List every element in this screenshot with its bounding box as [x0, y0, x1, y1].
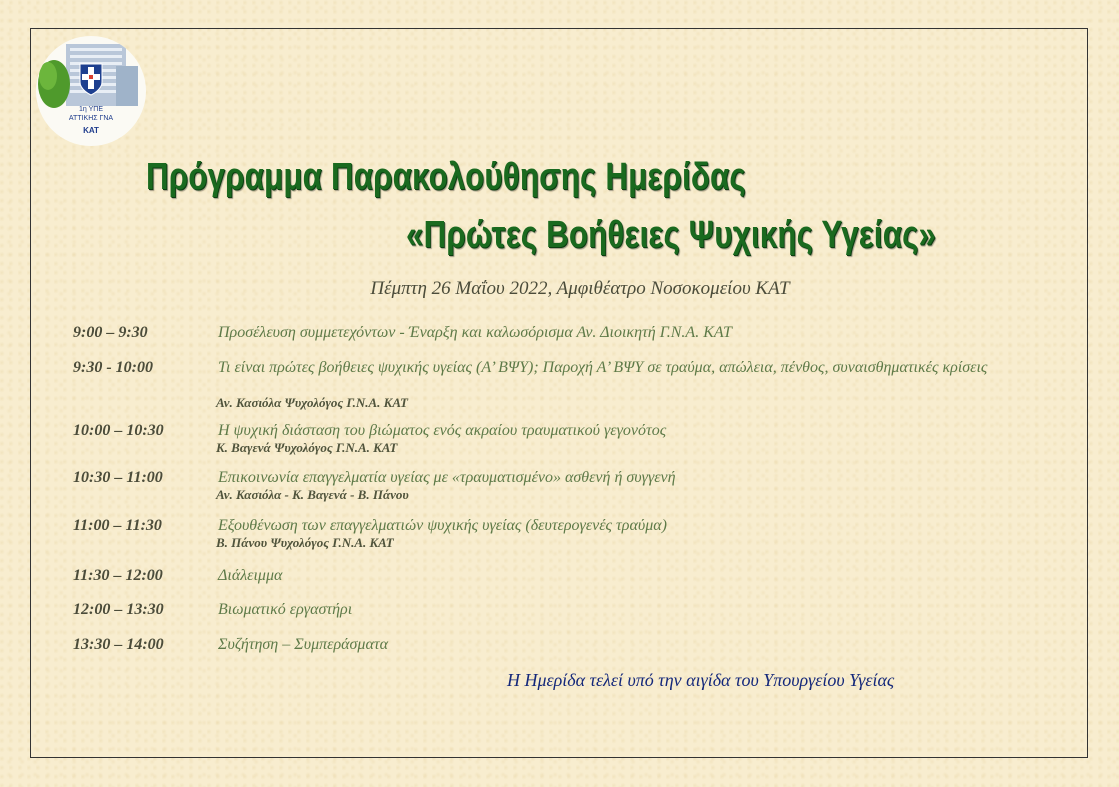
logo-text-region: 1η ΥΠΕ: [79, 106, 103, 113]
hospital-logo: [36, 36, 146, 146]
schedule-speaker: Αν. Κασιόλα Ψυχολόγος Γ.Ν.Α. ΚΑΤ: [216, 395, 408, 410]
schedule-description: Εξουθένωση των επαγγελματιών ψυχικής υγείας (δευτερογενές τραύμα): [218, 517, 667, 534]
schedule-time: 12:00 – 13:30: [73, 601, 164, 618]
schedule-description: Διάλειμμα: [218, 567, 283, 584]
schedule-time: 9:30 - 10:00: [73, 359, 153, 376]
schedule-time: 10:30 – 11:00: [73, 469, 163, 486]
schedule-time: 9:00 – 9:30: [73, 324, 148, 341]
schedule-description: Η ψυχική διάσταση του βιώματος ενός ακραίου τραυματικού γεγονότος: [218, 422, 667, 439]
auspices-note: Η Ημερίδα τελεί υπό την αιγίδα του Υπουργείου Υγείας: [507, 670, 895, 690]
schedule-description: Προσέλευση συμμετεχόντων - Έναρξη και καλωσόρισμα Αν. Διοικητή Γ.Ν.Α. ΚΑΤ: [218, 324, 732, 341]
schedule-description: Επικοινωνία επαγγελματία υγείας με «τραυματισμένο» ασθενή ή συγγενή: [218, 469, 676, 486]
schedule-speaker: Αν. Κασιόλα - Κ. Βαγενά - Β. Πάνου: [216, 487, 409, 502]
page-title-line2: «Πρώτες Βοήθειες Ψυχικής Υγείας»: [406, 214, 937, 256]
schedule-time: 13:30 – 14:00: [73, 636, 164, 653]
schedule-description: Τι είναι πρώτες βοήθειες ψυχικής υγείας (Α’ ΒΨΥ); Παροχή Α’ ΒΨΥ σε τραύμα, απώλεια, πένθος, συναισθηματικές κρίσεις: [218, 359, 988, 376]
schedule-description: Βιωματικό εργαστήρι: [218, 601, 353, 618]
schedule-description: Συζήτηση – Συμπεράσματα: [218, 636, 388, 653]
logo-text-hospital: ΑΤΤΙΚΗΣ ΓΝΑ: [68, 115, 114, 122]
schedule-time: 11:00 – 11:30: [73, 517, 162, 534]
schedule-speaker: Β. Πάνου Ψυχολόγος Γ.Ν.Α. ΚΑΤ: [216, 535, 394, 550]
event-date-venue: Πέμπτη 26 Μαΐου 2022, Αμφιθέατρο Νοσοκομείου ΚΑΤ: [370, 278, 790, 299]
schedule-time: 11:30 – 12:00: [73, 567, 163, 584]
logo-text-kat: ΚΑΤ: [83, 126, 99, 135]
schedule-time: 10:00 – 10:30: [73, 422, 164, 439]
schedule-speaker: Κ. Βαγενά Ψυχολόγος Γ.Ν.Α. ΚΑΤ: [216, 440, 398, 455]
page-title-line1: Πρόγραμμα Παρακολούθησης Ημερίδας: [146, 156, 746, 198]
